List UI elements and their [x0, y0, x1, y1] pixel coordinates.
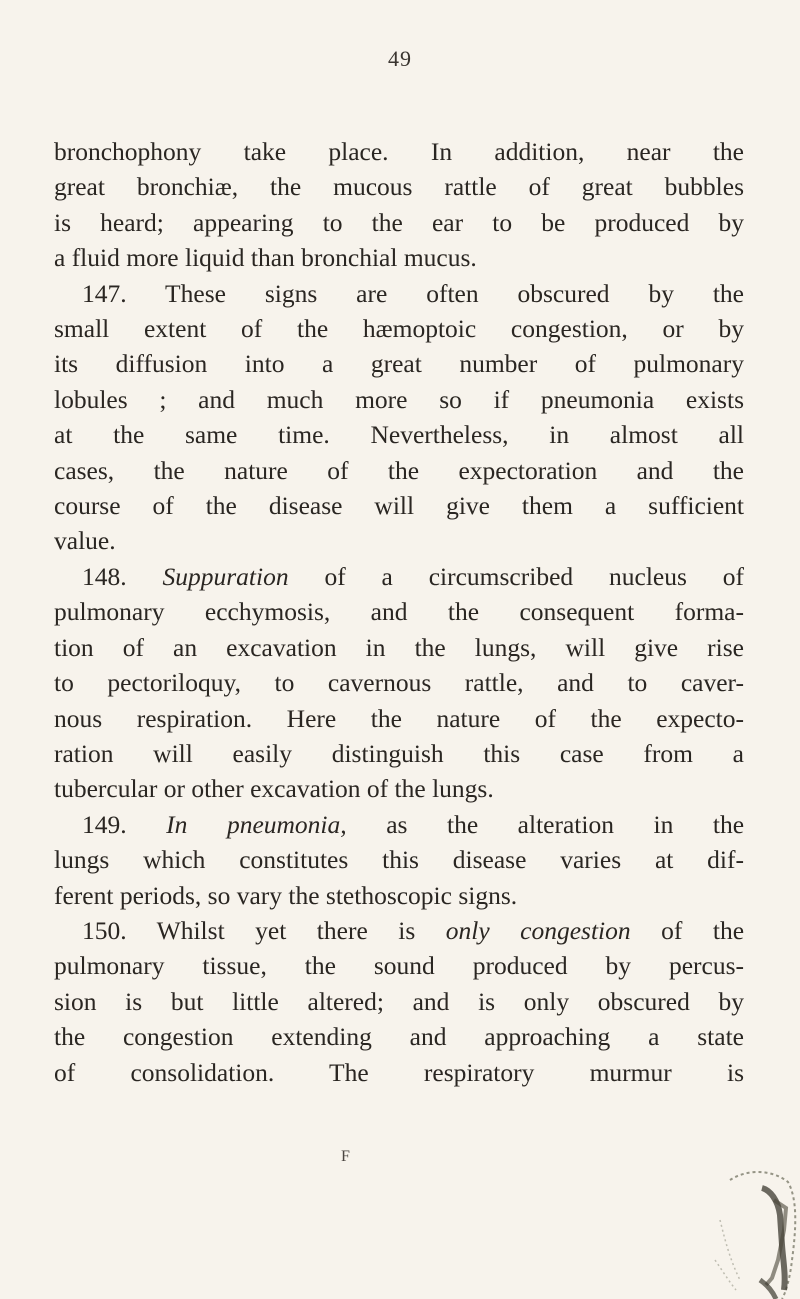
- signature-mark: F: [341, 1148, 350, 1165]
- text-line: nous respiration. Here the nature of the expecto-: [54, 703, 744, 733]
- text-line: lungs which constitutes this disease varies at dif-: [54, 845, 744, 875]
- text-line: value.: [54, 526, 116, 556]
- italic-term: Suppuration: [162, 561, 289, 591]
- text-line: course of the disease will give them a sufficient: [54, 491, 744, 521]
- italic-term: only congestion: [445, 915, 631, 945]
- text-line: ration will easily distinguish this case from a: [54, 738, 744, 768]
- text-line: tion of an excavation in the lungs, will give rise: [54, 632, 744, 662]
- text-line: to pectoriloquy, to cavernous rattle, and to caver-: [54, 668, 744, 698]
- text-run: Whilst: [156, 915, 225, 945]
- paragraph-number: 148.: [82, 561, 127, 591]
- text-line: small extent of the hæmoptoic congestion, or by: [54, 314, 744, 344]
- text-line: tubercular or other excavation of the lungs.: [54, 774, 494, 804]
- text-line: of consolidation. The respiratory murmur is: [54, 1057, 744, 1087]
- italic-term: In pneumonia,: [166, 809, 347, 839]
- text-line: its diffusion into a great number of pulmonary: [54, 349, 744, 379]
- library-stamp-icon: [700, 1160, 800, 1299]
- text-run: yet there is: [255, 915, 416, 945]
- paragraph-147-start: 147. These signs are often obscured by the: [82, 278, 744, 308]
- paragraph-number: 149.: [82, 809, 127, 839]
- text-line: pulmonary tissue, the sound produced by percus-: [54, 951, 744, 981]
- text-line: ferent periods, so vary the stethoscopic signs.: [54, 880, 518, 910]
- text-line: cases, the nature of the expectoration and the: [54, 455, 744, 485]
- paragraph-149-start: [54, 807, 744, 842]
- text-run: as the alteration in the: [386, 809, 745, 839]
- body-text: [54, 134, 744, 1090]
- page-number: 49: [388, 46, 412, 71]
- text-line: sion is but little altered; and is only obscured by: [54, 986, 744, 1016]
- text-line: a fluid more liquid than bronchial mucus.: [54, 243, 477, 273]
- text-line: lobules ; and much more so if pneumonia exists: [54, 384, 744, 414]
- text-line: pulmonary ecchymosis, and the consequent forma-: [54, 597, 744, 627]
- text-run: of the: [661, 915, 745, 945]
- text-line: great bronchiæ, the mucous rattle of great bubbles: [54, 172, 744, 202]
- paragraph-number: 150.: [82, 915, 127, 945]
- text-line: bronchophony take place. In addition, near the: [54, 137, 744, 166]
- text-line: is heard; appearing to the ear to be produced by: [54, 207, 744, 237]
- text-run: of a circumscribed nucleus of: [324, 561, 744, 591]
- text-line: at the same time. Nevertheless, in almost all: [54, 420, 744, 450]
- text-line: the congestion extending and approaching a state: [54, 1022, 744, 1052]
- paragraph-148-start: [54, 559, 744, 594]
- paragraph-150-start: [54, 913, 744, 948]
